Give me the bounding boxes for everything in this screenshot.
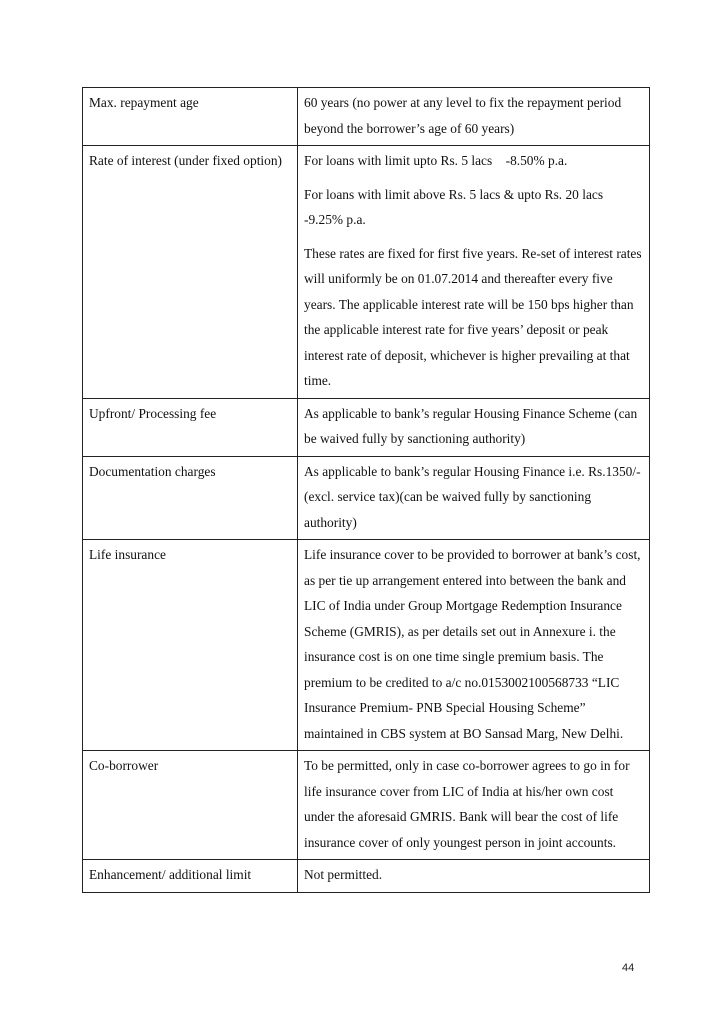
row-value <box>298 540 650 751</box>
row-value <box>298 860 650 893</box>
table-row <box>83 860 650 893</box>
page-number: 44 <box>622 962 635 974</box>
table-row <box>83 540 650 751</box>
value-paragraph: For loans with limit upto Rs. 5 lacs -8.50% p.a. <box>304 153 568 168</box>
row-label: Enhancement/ additional limit <box>83 860 298 893</box>
value-paragraph: As applicable to bank’s regular Housing Finance Scheme (can be waived fully by sanctioning authority) <box>304 405 638 446</box>
scheme-details-table <box>82 87 650 893</box>
row-value <box>298 751 650 860</box>
row-label: Upfront/ Processing fee <box>83 398 298 456</box>
value-paragraph: For loans with limit above Rs. 5 lacs & upto Rs. 20 lacs -9.25% p.a. <box>304 186 604 227</box>
value-paragraph: Not permitted. <box>304 867 383 882</box>
row-label: Max. repayment age <box>83 88 298 146</box>
row-label: Co-borrower <box>83 751 298 860</box>
row-label: Documentation charges <box>83 456 298 540</box>
table-row <box>83 146 650 399</box>
table-row <box>83 456 650 540</box>
value-paragraph: Life insurance cover to be provided to borrower at bank’s cost, as per tie up arrangement entered into between the bank and LIC of India under Group Mortgage Redemption Insurance Scheme (GMRIS), as per details set out in Annexure i. the insurance cost is on one time single premium basis. The premium to be credited to a/c no.0153002100568733 “LIC Insurance Premium- PNB Special Housing Scheme” maintained in CBS system at BO Sansad Marg, New Delhi. <box>304 547 641 741</box>
table-row <box>83 751 650 860</box>
row-label: Rate of interest (under fixed option) <box>83 146 298 399</box>
value-paragraph: 60 years (no power at any level to fix the repayment period beyond the borrower’s age of 60 years) <box>304 95 622 136</box>
value-paragraph: These rates are fixed for first five years. Re-set of interest rates will uniformly be on 01.07.2014 and thereafter every five years. The applicable interest rate will be 150 bps higher than the applicable interest rate for five years’ deposit or peak interest rate of deposit, whichever is higher prevailing at that time. <box>304 245 642 388</box>
value-paragraph: As applicable to bank’s regular Housing Finance i.e. Rs.1350/- (excl. service tax)(can be waived fully by sanctioning authority) <box>304 463 641 530</box>
row-value <box>298 146 650 399</box>
table-row <box>83 88 650 146</box>
row-value <box>298 456 650 540</box>
row-value <box>298 88 650 146</box>
value-paragraph: To be permitted, only in case co-borrower agrees to go in for life insurance cover from LIC of India at his/her own cost under the aforesaid GMRIS. Bank will bear the cost of life insurance cover of only youngest person in joint accounts. <box>304 758 630 850</box>
row-label: Life insurance <box>83 540 298 751</box>
table-row <box>83 398 650 456</box>
row-value <box>298 398 650 456</box>
